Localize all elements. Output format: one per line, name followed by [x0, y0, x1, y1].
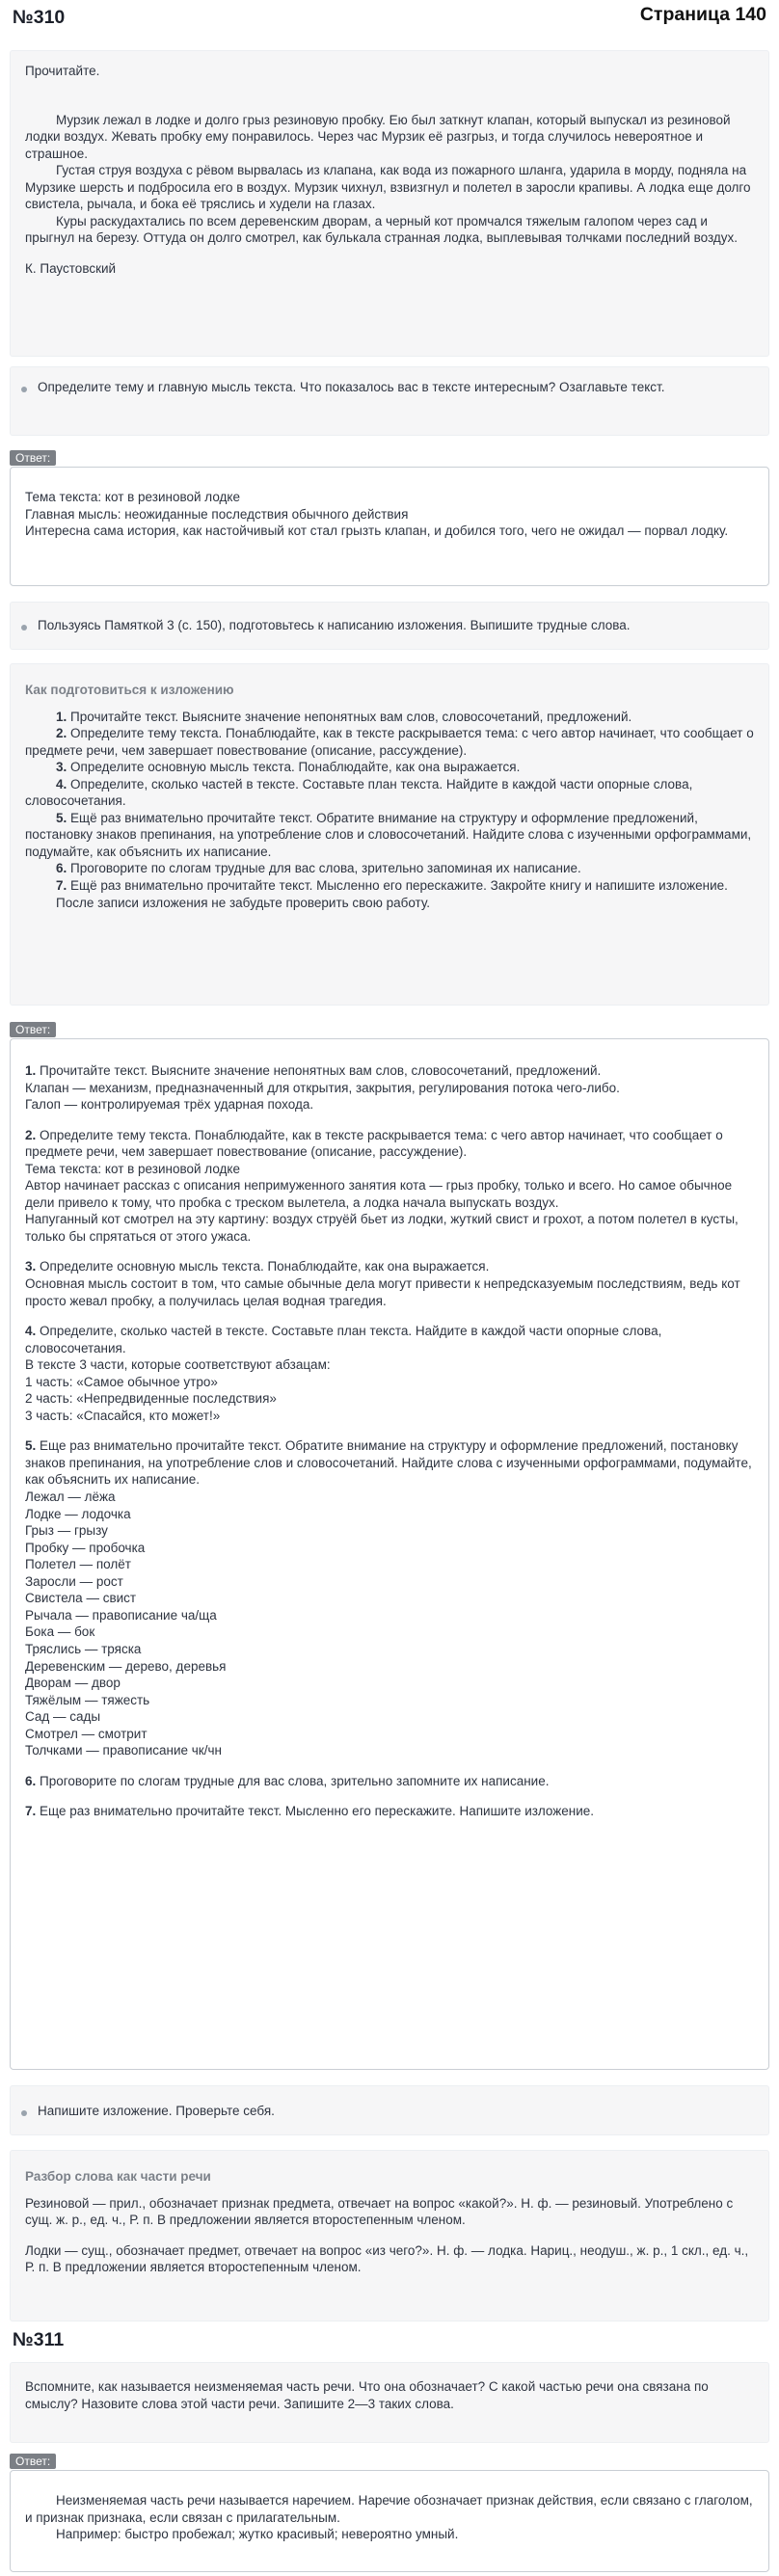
- answer-label-1: Ответ:: [10, 450, 56, 466]
- story-paragraph-2: Густая струя воздуха с рёвом вырвалась из клапана, как вода из пожарного шланга, ударила в морду, подняла на Мурзике шерсть и подбросила его в воздух. Мурзик чихнул, взвизгнул и полетел в заросли крапивы. А лодка еще долго свистела, рычала, и бока её тряслись и худели на глазах.: [25, 163, 751, 212]
- word-parse-title: Разбор слова как части речи: [25, 2169, 211, 2184]
- memo-card: [10, 663, 769, 1006]
- story-paragraph-3: Куры раскудахтались по всем деревенским дворам, а черный кот промчался тяжелым галопом через сад и прыгнул на березу. Оттуда он долго смотрел, как булькала странная лодка, выплевывая толчками последний воздух.: [25, 213, 739, 246]
- task-311-question: Вспомните, как называется неизменяемая часть речи. Что она обозначает? С какой частью речи она связана по смыслу? Назовите слова этой части речи. Запишите 2—3 таких слова.: [25, 2379, 709, 2411]
- answer-label-311: Ответ:: [10, 2454, 56, 2469]
- memo-item-7: 7. Ещё раз внимательно прочитайте текст. Мысленно его перескажите. Закройте книгу и напишите изложение.: [56, 878, 728, 894]
- word-parse-card: [10, 2150, 769, 2321]
- task-number-310: №310: [13, 7, 66, 28]
- answer-1-line-2: Главная мысль: неожиданные последствия обычного действия: [25, 506, 409, 522]
- answer-311-line-2: Например: быстро пробежал; жутко красивый; невероятно умный.: [56, 2527, 459, 2542]
- instruction-text: Прочитайте.: [25, 64, 100, 78]
- answer-2-step-6: 6. Проговорите по слогам трудные для вас слова, зрительно запомните их написание.: [25, 1773, 550, 1788]
- question-3-card: [10, 2085, 769, 2135]
- question-3-text: Напишите изложение. Проверьте себя.: [11, 2103, 754, 2120]
- answer-2-step-1: 1. Прочитайте текст. Выясните значение непонятных вам слов, словосочетаний, предложений. Клапан — механизм, предназначенный для открытия, закрытия, регулирования потока чего-либо. Галоп — контролируемая трёх ударная похода.: [25, 1063, 620, 1113]
- page-label: Страница 140: [639, 4, 766, 25]
- question-1-text: Определите тему и главную мысль текста. Что показалось вас в тексте интересным? Озаглавьте текст.: [11, 379, 754, 396]
- memo-footer: После записи изложения не забудьте проверить свою работу.: [56, 895, 431, 910]
- answer-1-line-1: Тема текста: кот в резиновой лодке: [25, 490, 240, 504]
- author-name: К. Паустовский: [25, 260, 117, 276]
- answer-311-line-1: Неизменяемая часть речи называется наречием. Наречие обозначает признак действия, если связано с глаголом, и признак признака, если связан с прилагательным.: [25, 2493, 753, 2525]
- memo-title: Как подготовиться к изложению: [25, 683, 234, 697]
- parse-paragraph-1: Резиновой — прил., обозначает признак предмета, отвечает на вопрос «какой?». Н. ф. — резиновый. Употреблено с сущ. ж. р., ед. ч., Р. п. В предложении является второстепенным членом.: [25, 2195, 734, 2228]
- answer-1-box: [10, 467, 769, 586]
- answer-2-step-5: 5. Еще раз внимательно прочитайте текст. Обратите внимание на структуру и оформление предложений, постановку знаков препинания, на употребление слов и словосочетаний. Найдите слова с изученными орфограммами, подумайте, как объяснить их написание. Лежал — лёжа Лодке — лодочка Грыз — грызу Пробку — пробочка Полетел — полёт Заросли — рост Свистела — свист Рычала — правописание ча/ща Бока — бок Тряслись — тряска Деревенским — дерево, деревья Дворам — двор Тяжёлым — тяжесть Сад — сады Смотрел — смотрит Толчками — правописание чк/чн: [25, 1438, 752, 1758]
- question-2-card: [10, 602, 769, 650]
- answer-1-line-3: Интересна сама история, как настойчивый кот стал грызть клапан, и добился того, чего не ожидал — порвал лодку.: [25, 523, 729, 539]
- answer-2-step-4: 4. Определите, сколько частей в тексте. Составьте план текста. Найдите в каждой части опорные слова, словосочетания. В тексте 3 части, которые соответствуют абзацам: 1 часть: «Самое обычное утро» 2 часть: «Непредвиденные последствия» 3 часть: «Спасайся, кто может!»: [25, 1324, 662, 1423]
- task-number-311: №311: [13, 2329, 65, 2350]
- memo-item-5: 5. Ещё раз внимательно прочитайте текст. Обратите внимание на структуру и оформление предложений, постановку знаков препинания, на употребление слов и словосочетаний. Найдите слова с изученными орфограммами, подумайте, как объяснить их написание.: [25, 810, 752, 859]
- memo-item-2: 2. Определите тему текста. Понаблюдайте, как в тексте раскрывается тема: с чего автор начинает, что сообщает о предмете речи, чем завершает повествование (описание, рассуждение).: [25, 726, 754, 758]
- memo-item-4: 4. Определите, сколько частей в тексте. Составьте план текста. Найдите в каждой части опорные слова, словосочетания.: [25, 776, 693, 809]
- answer-2-step-7: 7. Еще раз внимательно прочитайте текст. Мысленно его перескажите. Напишите изложение.: [25, 1804, 595, 1819]
- answer-label-2: Ответ:: [10, 1022, 56, 1037]
- memo-item-3: 3. Определите основную мысль текста. Понаблюдайте, как она выражается.: [56, 760, 521, 775]
- reading-card: [10, 50, 769, 357]
- answer-2-step-2: 2. Определите тему текста. Понаблюдайте, как в тексте раскрывается тема: с чего автор начинает, что сообщает о предмете речи, чем завершает повествование (описание, рассуждение). Тема текста: кот в резиновой лодке Автор начинает рассказ с описания непримуженного занятия кота — грыз пробку, только и всего. Но самое обычное дели привело к тому, что пробка с треском вылетела, а лодка начала выпускать воздух. Напуганный кот смотрел на эту картину: воздух струёй бьет из лодки, жуткий свист и грохот, а потом полетел в кусты, только бы спрятаться от этого ужаса.: [25, 1127, 739, 1244]
- question-1-card: [10, 366, 769, 436]
- question-2-text: Пользуясь Памяткой 3 (с. 150), подготовьтесь к написанию изложения. Выпишите трудные слова.: [11, 617, 754, 634]
- memo-item-1: 1. Прочитайте текст. Выясните значение непонятных вам слов, словосочетаний, предложений.: [56, 709, 632, 724]
- task-311-question-card: [10, 2362, 769, 2443]
- memo-item-6: 6. Проговорите по слогам трудные для вас слова, зрительно запоминая их написание.: [56, 861, 581, 876]
- parse-paragraph-2: Лодки — сущ., обозначает предмет, отвечает на вопрос «из чего?». Н. ф. — лодка. Нариц., неодуш., ж. р., 1 скл., ед. ч., Р. п. В предложении является второстепенным членом.: [25, 2242, 749, 2275]
- answer-2-box: [10, 1038, 769, 2070]
- story-paragraph-1: Мурзик лежал в лодке и долго грыз резиновую пробку. Ею был заткнут клапан, который выпускал из резиновой лодки воздух. Жевать пробку ему понравилось. Через час Мурзик её разгрыз, и тогда случилось невероятное и страшное.: [25, 112, 731, 161]
- answer-311-box: [10, 2470, 769, 2572]
- answer-2-step-3: 3. Определите основную мысль текста. Понаблюдайте, как она выражается. Основная мысль состоит в том, что самые обычные дела могут привести к непредсказуемым последствиям, ведь кот просто жевал пробку, а получилась целая водная трагедия.: [25, 1259, 740, 1308]
